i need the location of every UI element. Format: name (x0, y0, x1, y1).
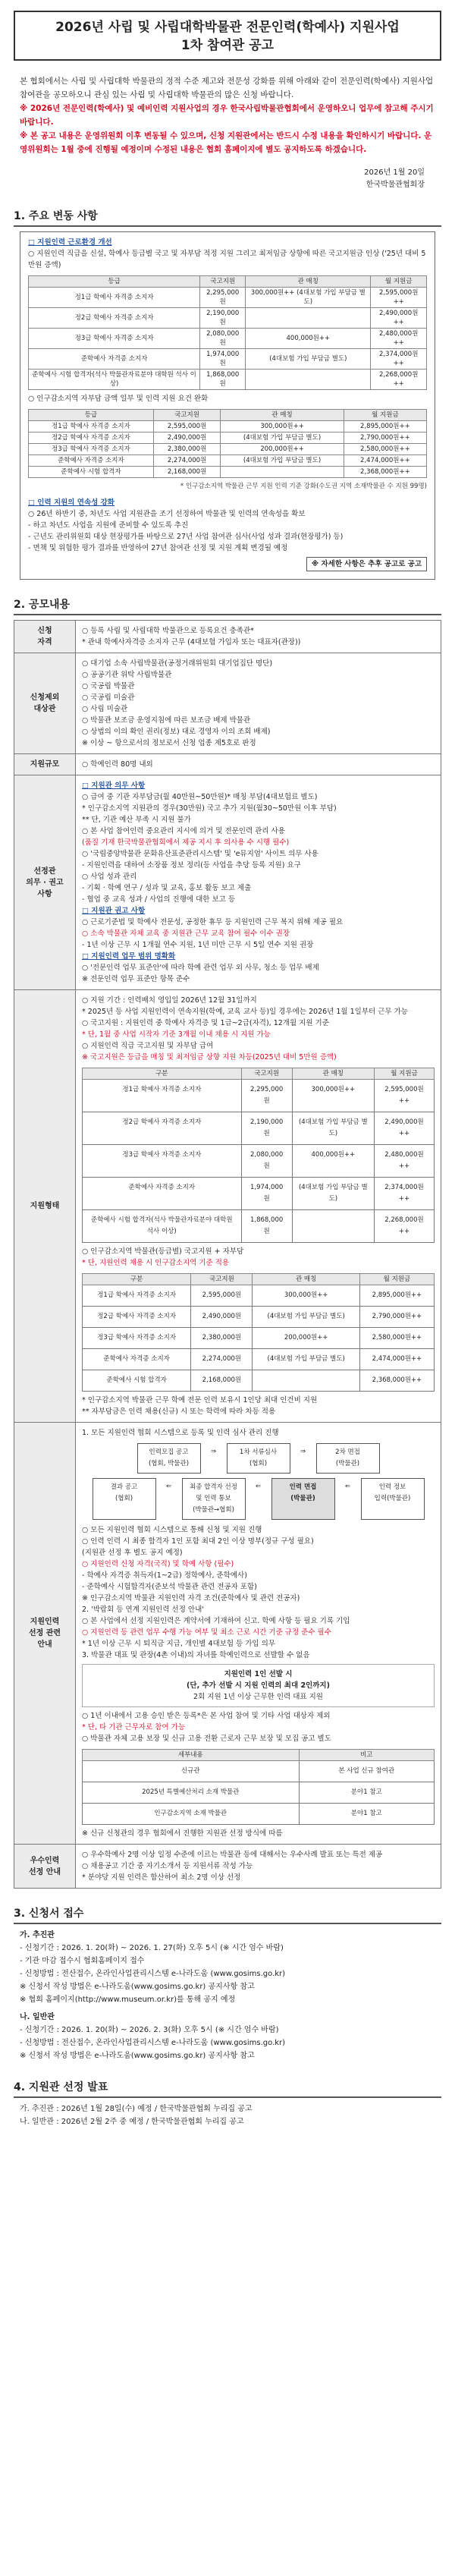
sec1-table2-header-cell: 월 지원금 (344, 410, 426, 421)
sec1-table1-header-cell: 국고지원 (200, 276, 246, 288)
sec1-b2: - 하고 차년도 사업을 지원에 준비할 수 있도록 추진 (28, 521, 189, 530)
sec1-table2-header-cell: 관 매칭 (221, 410, 344, 421)
sec2-table2-cell (253, 1370, 359, 1392)
sec2-table-cell: 400,000원++ (292, 1145, 374, 1178)
sec2-table-row (83, 1145, 435, 1178)
selection-flow-2 (82, 1478, 435, 1520)
sec2-row3-line: - 1년 이상 근무 시 1개월 연수 지원, 1년 미만 근무 시 5일 연수 지원 권장 (82, 941, 314, 949)
priority-table-cell: 신규관 (83, 1761, 300, 1782)
priority-table-row (83, 1782, 435, 1804)
sec2-row (14, 990, 441, 1423)
sec2-row3-line: * 인구감소지역 지원관의 경우(30만원) 국고 추가 지원(월30~50만원 이후 부담) (82, 804, 337, 813)
priority-table-header-row (83, 1750, 435, 1761)
sec2-row-label (14, 621, 76, 653)
sec1-table2-row (29, 455, 427, 467)
sec2-table-row (83, 1080, 435, 1112)
sec3-b-lines (20, 2024, 435, 2062)
sec2-row-label (14, 1423, 76, 1845)
sec2-row3-line: (품질 기재 한국박물관협회에서 제공 지시 후 의사용 수 시행 필수) (82, 838, 290, 847)
sec1-a2: ○ 인구감소지역 자부담 금액 일부 및 인력 지원 요건 완화 (28, 395, 209, 403)
sec2-row-label-line: 지원인력 (30, 1618, 60, 1626)
intro-notice-1: ※ 2026년 전문인력(학예사) 및 예비인력 지원사업의 경우 한국사립박물관협회에서 운영하오니 업무에 참고해 주시기 바랍니다. (20, 104, 434, 127)
sec2-table-cell: 2,268,000원++ (374, 1210, 434, 1243)
sec2-row2-line: ○ 학예인력 80명 내외 (82, 760, 153, 769)
sec1-table2-cell: 2,474,000원++ (344, 455, 426, 467)
sec2-row4-c-line: ** 자부담금은 인력 채용(신규) 시 또는 학력에 따라 차등 적용 (82, 1408, 276, 1416)
sec1-table1-cell: 2,268,000원++ (371, 370, 427, 390)
sec2-row3-line: - 협업 중 교육 성과 / 사업의 진행에 대한 보고 등 (82, 895, 236, 904)
sec2-table2-header-cell: 국고지원 (191, 1274, 253, 1285)
sec2-row-label (14, 754, 76, 775)
sec2-table-cell: 2,595,000원++ (374, 1080, 434, 1112)
sec2-row5-c-line: ○ 본 사업에서 선정 지원인력은 계약서에 기재하여 신고. 학예 사항 등 필요 기록 기입 (82, 1617, 350, 1625)
sec2-table2-cell: 2,474,000원++ (359, 1349, 434, 1370)
flow-step: ⇐ (165, 1483, 172, 1490)
sec1-table2-cell: 정3급 학예사 자격증 소지자 (29, 444, 154, 455)
sec1-table2-cell: (4대보험 가입 부담금 별도) (221, 455, 344, 467)
sec1-table2-note: * 인구감소지역 박물관 근무 지원 인력 기준 강화(수도권 지역 소재박물관 수 지원 99명) (180, 483, 427, 490)
sec2-row5-line: 1. 모든 지원인력 협회 시스템으로 등록 및 인력 심사 관리 진행 (82, 1429, 279, 1437)
sec1-table1-cell: 2,490,000원++ (371, 308, 427, 329)
sec2-row-label-line: 자격 (37, 638, 52, 646)
sec2-row-label-line: 선정 관련 (28, 1629, 61, 1637)
sec2-row1-line: ○ 박물관 보조금 운영지침에 따른 보조금 배제 박물관 (82, 716, 251, 725)
sec2-table-header-cell: 관 매칭 (292, 1068, 374, 1080)
sec1-table1-row (29, 349, 427, 370)
sec2-row3-line: ○ 본 사업 참여인력 중요관리 지시에 의거 및 전문인력 관리 사용 (82, 827, 285, 835)
section-1-heading: 1. 주요 변동 사항 (14, 208, 441, 227)
sec1-table1-cell: 1,974,000원 (200, 349, 246, 370)
sec1-table2-cell: 준학예사 자격증 소지자 (29, 455, 154, 467)
sec2-row4-line: * 단, 1월 중 사업 시작자 기준 3개월 이내 채용 시 지원 가능 (82, 1030, 271, 1039)
sec2-table2-header-cell: 구분 (83, 1274, 191, 1285)
sec2-row5-c-line: * 1년 이상 근무 시 퇴직금 지급, 개인별 4대보험 등 가입 의무 (82, 1640, 275, 1648)
sec4-line: 가. 추진관 : 2026년 1월 28일(수) 예정 / 한국박물관협회 누리집 공고 (20, 2105, 253, 2113)
selection-flow-1 (82, 1443, 435, 1474)
sec1-table2-cell: 준학예사 시험 합격자 (29, 467, 154, 478)
sec1-table2-cell: 2,490,000원 (153, 432, 220, 444)
sec2-row-label-line: 대상관 (33, 705, 56, 713)
priority-table-header-cell: 세부내용 (83, 1750, 300, 1761)
sec2-table-header-cell: 월 지원금 (374, 1068, 434, 1080)
sec2-table2-cell: 2,368,000원++ (359, 1370, 434, 1392)
sec2-row-label-line: 안내 (37, 1640, 52, 1649)
sec2-row (14, 754, 441, 775)
title-line2: 1차 참여관 공고 (180, 38, 275, 53)
sec2-data-table-2 (82, 1273, 435, 1392)
sec1-table1-cell: 2,295,000원 (200, 288, 246, 308)
sec1-table1-cell: 준학예사 시험 합격자(석사 박물관자료분야 대학원 석사 이상) (29, 370, 200, 390)
sec2-table-cell: 준학예사 자격증 소지자 (83, 1178, 242, 1210)
sec2-table2-cell: 2,790,000원++ (359, 1307, 434, 1328)
priority-table-cell: 분야1 참고 (299, 1782, 434, 1804)
sec1-table2-cell: 2,895,000원++ (344, 421, 426, 432)
sec2-table2-cell: 2,380,000원 (191, 1328, 253, 1349)
sec3-a-line: - 신청방법 : 전산접수, 온라인사업관리시스템 e-나라도움 (www.gosims.go.kr) (20, 1970, 286, 1978)
sec2-row-content (76, 621, 441, 653)
sec2-table2-cell: 정1급 학예사 자격증 소지자 (83, 1285, 191, 1307)
sec2-table2-row (83, 1307, 435, 1328)
sec1-table2-cell: 300,000원++ (221, 421, 344, 432)
sec2-table-cell: 정3급 학예사 자격증 소지자 (83, 1145, 242, 1178)
flow-step: 인력모집 공고 (협회, 박물관) (137, 1443, 201, 1474)
sec2-table-cell: 300,000원++ (292, 1080, 374, 1112)
sec2-table-cell: (4대보험 가입 부담금 별도) (292, 1178, 374, 1210)
sec1-b3: - 근년도 관리위원회 대상 현장평가를 바탕으로 27년 사업 참여관 심사(사업 성과 결과(현장평가) 등) (28, 533, 344, 541)
sec2-row3-line: - 지원인력을 대하여 소장품 정보 정리(등 사업을 추당 등록 지원) 요구 (82, 861, 301, 870)
sec2-table2-row (83, 1328, 435, 1349)
sec2-row (14, 653, 441, 754)
sec1-table2-row (29, 432, 427, 444)
sec2-table-cell: 2,080,000원 (241, 1145, 292, 1178)
sec1-b4: - 면책 및 위험한 평가 결과를 반영하여 27년 참여관 선정 및 지원 계획 변경될 예정 (28, 544, 288, 552)
title-box (14, 11, 441, 61)
sec2-row5-b-line: - 학예사 자격증 취득자(1~2급) 정학예사, 준학예사) (82, 1571, 247, 1580)
sec2-row-label-line: 신청제외 (30, 694, 60, 702)
sec2-table-cell: 준학예사 시험 합격자(석사 박물관자료분야 대학원 석사 이상) (83, 1210, 242, 1243)
sec1-table2 (28, 409, 427, 478)
sec1-table1-header-cell: 등급 (29, 276, 200, 288)
sec2-row-label-line: 우수인력 (30, 1856, 60, 1865)
sec2-row5-b-line: ○ 지원인력 신청 자격(국적) 및 학예 사항 (필수) (82, 1560, 234, 1568)
sec1-table2-cell: 200,000원++ (221, 444, 344, 455)
section-2-heading: 2. 공모내용 (14, 596, 441, 615)
sec2-row-content (76, 754, 441, 775)
sec2-table-cell: 1,974,000원 (241, 1178, 292, 1210)
sec2-row3-line: ○ 근로기준법 및 학예사 전문성, 공정한 휴무 등 지원인력 근무 복지 위해 제공 필요 (82, 918, 344, 926)
sec2-row-label (14, 653, 76, 754)
sec2-row-label-line: 신청 (37, 627, 52, 635)
sec2-table2-cell: 2,895,000원++ (359, 1285, 434, 1307)
sec2-row5-d-line: ○ 1년 이내에서 고용 승인 받은 등록*은 본 사업 참여 및 기타 사업 대상자 제외 (82, 1712, 331, 1720)
sec1-table2-cell: 정2급 학예사 자격증 소지자 (29, 432, 154, 444)
sec1-a-title: □ 지원인력 근로환경 개선 (28, 238, 112, 247)
sec1-table1-row (29, 308, 427, 329)
sec1-table1-cell: 2,480,000원++ (371, 329, 427, 349)
sec2-row4-b-line: * 단, 지원인력 채용 시 인구감소지역 기준 적용 (82, 1259, 230, 1267)
sec2-table2-cell: 2,168,000원 (191, 1370, 253, 1392)
sec3-a-line: ※ 신청서 작성 방법은 e-나라도움(www.gosims.go.kr) 공지사항 참고 (20, 1983, 255, 1991)
sec2-row5-b-line: ○ 인력 인력 시 최종 합격자 1인 포함 최대 2인 이상 명부(정규 구성 필요) (82, 1537, 314, 1546)
section-1-box (20, 231, 435, 580)
sec2-row-content (76, 1845, 441, 1889)
sec2-row-label-line: 지원규모 (30, 760, 60, 769)
sec1-table2-row (29, 421, 427, 432)
flow-step: 인력 정보 입력(박물관) (361, 1478, 425, 1520)
priority-table-cell: 본 사업 신규 참여관 (299, 1761, 434, 1782)
sec2-row-content (76, 653, 441, 754)
sec2-table2-cell: 2,580,000원++ (359, 1328, 434, 1349)
sec1-table1-cell: 준학예사 자격증 소지자 (29, 349, 200, 370)
sec2-row4-line: ○ 지원인력 직급 국고지원 및 자부담 급여 (82, 1042, 214, 1050)
sec1-table1-cell: 300,000원++ (4대보험 가입 부담금 별도) (246, 288, 371, 308)
sec2-row4-line: ○ 국고지원 : 지원인력 중 학예사 자격증 및 1급~2급(자격), 12개월 지원 기준 (82, 1019, 329, 1027)
sec2-table2-cell: 2,490,000원 (191, 1307, 253, 1328)
sec1-table2-cell: 정1급 학예사 자격증 소지자 (29, 421, 154, 432)
sec1-table2-row (29, 444, 427, 455)
sec2-row-label-line: 의무 · 권고 (26, 878, 64, 887)
sec2-row1-line: ○ 대기업 소속 사립박물관(공정거래위원회 대기업집단 명단) (82, 659, 273, 668)
sec2-row (14, 1423, 441, 1845)
sec1-table2-header-row (29, 410, 427, 421)
sec1-table1-cell: 1,868,000원 (200, 370, 246, 390)
sec2-row5-c-line: 3. 박물관 대표 및 관장(4촌 이내)의 자녀를 학예인력으로 선발할 수 없음 (82, 1651, 310, 1659)
sec2-row0-line: * 관내 학예사자격증 소지자 근무 (4대보험 가입자 또는 대표자(관장)) (82, 638, 301, 646)
sec1-table2-cell: 2,790,000원++ (344, 432, 426, 444)
flow-step: 인력 면접 (박물관) (271, 1478, 335, 1520)
flow-step: ⇐ (255, 1483, 262, 1490)
sec1-table2-row (29, 467, 427, 478)
sec3-a-line: - 신청기간 : 2026. 1. 20(화) ~ 2026. 1. 27(화) 오후 5시 (※ 시간 엄수 바람) (20, 1944, 284, 1952)
section-2-table (14, 620, 441, 1889)
sec2-row4-b-line: ○ 인구감소지역 박물관(등급별) 국고지원 + 자부담 (82, 1247, 244, 1256)
section-4-body (20, 2103, 435, 2128)
sec1-table1-cell: 2,080,000원 (200, 329, 246, 349)
intro (20, 74, 435, 156)
sec2-table-cell: 1,868,000원 (241, 1210, 292, 1243)
sec2-table-header-cell: 국고지원 (241, 1068, 292, 1080)
sec1-table1-row (29, 288, 427, 308)
flow-step: ⇒ (210, 1448, 217, 1455)
intro-paragraph: 본 협회에서는 사립 및 사립대학 박물관의 정적 수준 제고와 전문성 강화를 위해 아래와 같이 전문인력(학예사) 지원사업 참여관을 공모하오니 관심 있는 사립 및 사립대학 박물관의 많은 신청 바랍니다. (20, 77, 434, 99)
sec1-table1-cell: 2,374,000원++ (371, 349, 427, 370)
sec2-table2-row (83, 1285, 435, 1307)
sec2-row4-c-line: * 인구감소지역 박물관 근무 학예 전문 인력 보유시 1인당 최대 인건비 지원 (82, 1396, 318, 1404)
priority-table (82, 1749, 435, 1825)
sec2-row3-line: □ 지원관 의무 사항 (82, 782, 146, 790)
sec2-row5-b-line: ○ 모든 지원인력 협회 시스템으로 통해 신청 및 지원 진행 (82, 1526, 262, 1534)
sec1-table1-row (29, 370, 427, 390)
sec3-b-title: 나. 일반관 (20, 2013, 55, 2021)
sec2-row6-line: ○ 채용공고 기간 중 자기소개서 등 지원서류 작성 가능 (82, 1862, 253, 1870)
sec1-table2-cell (221, 467, 344, 478)
sec2-row3-line: ○ 사업 성과 관리 (82, 873, 137, 881)
priority-table-row (83, 1761, 435, 1782)
sec2-row5-b-line: ※ 인구감소지역 박물관 지원인력 자격 조건(준학예사 및 관련 전공자) (82, 1594, 300, 1603)
sec2-table2-cell: 준학예사 자격증 소지자 (83, 1349, 191, 1370)
sec2-row (14, 621, 441, 653)
sec1-table2-cell: 2,168,000원 (153, 467, 220, 478)
sec1-table2-header-cell: 국고지원 (153, 410, 220, 421)
sec2-row1-line: ○ 국공립 미술관 (82, 694, 135, 702)
title-line1: 2026년 사립 및 사립대학박물관 전문인력(학예사) 지원사업 (55, 20, 400, 35)
sec2-row6-line: * 분야당 지원 인력은 합산하여 최소 2명 이상 선정 (82, 1873, 241, 1882)
sec1-table2-header-cell: 등급 (29, 410, 154, 421)
announce-date: 2026년 1월 20일 (364, 168, 425, 177)
sec1-table1-row (29, 329, 427, 349)
sec1-table1-cell: 정1급 학예사 자격증 소지자 (29, 288, 200, 308)
sec3-a-title: 가. 추진관 (20, 1931, 55, 1939)
sec2-table2-cell: 300,000원++ (253, 1285, 359, 1307)
flow-step: 결과 공고 (협회) (93, 1478, 156, 1520)
sec1-highlight: ※ 자세한 사항은 추후 공고로 공고 (306, 557, 427, 571)
sec1-table2-cell: (4대보험 가입 부담금 별도) (221, 432, 344, 444)
sec1-table1-cell: 정3급 학예사 자격증 소지자 (29, 329, 200, 349)
sec2-row1-line: ○ 상법의 이의 확인 권리(정보) 대로 경영자 이의 조회 배제) (82, 728, 271, 736)
sec2-row1-line: ○ 공공기관 위탁 사립박물관 (82, 671, 172, 679)
sec2-row6-line: ○ 우수학예사 2명 이상 일정 수준에 이르는 박물관 등에 대해서는 우수사례 발표 또는 특전 제공 (82, 1851, 383, 1859)
sec4-line: 나. 일반관 : 2026년 2월 2주 중 예정 / 한국박물관협회 누리집 공고 (20, 2118, 244, 2126)
sec2-table2-cell: 200,000원++ (253, 1328, 359, 1349)
sec1-table2-cell: 2,274,000원 (153, 455, 220, 467)
sec2-row3-line: ○ 급여 중 기관 자부담금(월 40만원~50만원)* 매칭 부담(4대보험료 별도) (82, 793, 318, 801)
sec2-row1-line: ※ 이상 ~ 항으로서의 정보로서 신청 업종 제5호로 판정 (82, 739, 256, 747)
sec2-row3-line: ○ '국립중앙박물관 문화유산표준관리시스템' 및 'e뮤지엄' 사이트 의무 사용 (82, 850, 318, 858)
sec2-row (14, 1845, 441, 1889)
sec2-table-row (83, 1112, 435, 1145)
sec1-b1: ○ 26년 하반기 중, 차년도 사업 지원관을 조기 선정하여 박물관 및 인력의 연속성을 확보 (28, 510, 306, 518)
flow-step: 2차 면접 (박물관) (316, 1443, 380, 1474)
sec3-b-line: ※ 신청서 작성 방법은 e-나라도움(www.gosims.go.kr) 공지사항 참고 (20, 2052, 255, 2060)
sec2-row5-d-line: ○ 박물관 자체 고용 보장 및 신규 고용 전환 근로자 근무 보장 및 모집 공고 별도 (82, 1735, 331, 1743)
sec2-table2-header-cell: 관 매칭 (253, 1274, 359, 1285)
section-3-heading: 3. 신청서 접수 (14, 1905, 441, 1924)
sec1-a1: ○ 지원인력 직급을 신설, 학예사 등급별 국고 및 자부담 적정 지원 그리고 최저임금 상향에 따른 국고지원금 인상 ('25년 대비 5만원 증액) (28, 250, 426, 269)
sec2-row-content (76, 775, 441, 990)
sec2-table-row (83, 1178, 435, 1210)
sec2-table2-cell: 준학예사 시험 합격자 (83, 1370, 191, 1392)
sec2-row-content (76, 990, 441, 1423)
sec2-row3-line: ※ 전문인력 업무 표준안 항목 준수 (82, 975, 190, 983)
sec2-row3-line: - 기획 · 학예 연구 / 성과 및 교육, 홍보 활동 보고 제출 (82, 884, 252, 892)
announce-org: 한국박물관협회장 (366, 181, 425, 189)
criteria-line-2: 2회 지원 1년 이상 근무한 인력 대표 지원 (193, 1693, 323, 1701)
criteria-line-1: 지원인력 1인 선발 시 (단, 추가 선발 시 지원 인력의 최대 2인까지) (187, 1670, 330, 1690)
sec2-table-row (83, 1210, 435, 1243)
sec1-table1-cell: 2,595,000원++ (371, 288, 427, 308)
sec1-table1-header-cell: 관 매칭 (246, 276, 371, 288)
sec2-table2-cell: 2,274,000원 (191, 1349, 253, 1370)
sec2-table2-header-cell: 월 지원금 (359, 1274, 434, 1285)
sec3-a-line: ※ 협회 홈페이지(http://www.museum.or.kr)를 통해 공지 예정 (20, 1996, 236, 2004)
sec2-table-header-cell: 구분 (83, 1068, 242, 1080)
sec2-row-label-line: 선정 안내 (28, 1867, 61, 1876)
sec2-row1-line: ○ 사립 미술관 (82, 705, 128, 713)
sec1-table1-cell: (4대보험 가입 부담금 별도) (246, 349, 371, 370)
flow-step: 1차 서류심사 (협회) (227, 1443, 290, 1474)
sec2-table2-row (83, 1370, 435, 1392)
sec3-b-line: - 신청방법 : 전산접수, 온라인사업관리시스템 e-나라도움 (www.gosims.go.kr) (20, 2039, 286, 2047)
sec1-table2-cell: 2,368,000원++ (344, 467, 426, 478)
sec2-table-cell: (4대보험 가입 부담금 별도) (292, 1112, 374, 1145)
sec2-row (14, 775, 441, 990)
sec2-table-cell: 2,374,000원++ (374, 1178, 434, 1210)
priority-table-cell: 분야1 참고 (299, 1804, 434, 1825)
sec1-table1-cell (246, 370, 371, 390)
priority-table-header-cell: 비고 (299, 1750, 434, 1761)
section-4-heading: 4. 지원관 선정 발표 (14, 2079, 441, 2098)
sec1-table1-header-row (29, 276, 427, 288)
sec2-row1-line: ○ 국공립 박물관 (82, 682, 135, 690)
sec2-row4-line: ※ 국고지원은 등급을 매칭 및 최저임금 상향 지원 차등(2025년 대비 5만원 증액) (82, 1053, 337, 1062)
priority-table-row (83, 1804, 435, 1825)
sec1-table2-cell: 2,595,000원 (153, 421, 220, 432)
sec2-row3-line: □ 지원관 권고 사항 (82, 907, 146, 915)
sec2-row5-b-line: (지원관 선정 후 별도 공지 예정) (82, 1549, 183, 1557)
sec1-table1-cell (246, 308, 371, 329)
sec1-table1-cell: 정2급 학예사 자격증 소지자 (29, 308, 200, 329)
sec3-b-line: - 신청기간 : 2026. 1. 20(화) ~ 2026. 2. 3(화) 오후 5시 (※ 시간 엄수 바람) (20, 2026, 279, 2034)
priority-table-note: ※ 신규 신청관의 경우 협회에서 진행한 지원관 선정 방식에 따름 (82, 1829, 283, 1838)
sec3-a-line: - 기관 마감 접수시 협회홈페이지 접수 (20, 1957, 145, 1965)
sec2-row3-line: ** 단, 기관 예산 부족 시 지원 불가 (82, 816, 191, 824)
sec1-table2-cell: 2,380,000원 (153, 444, 220, 455)
sec1-table1 (28, 275, 427, 390)
sec2-row5-b-line: 2. '박람회 등 연계 지원인력 선정 안내' (82, 1606, 204, 1614)
sec3-a-lines (20, 1942, 435, 2006)
sec2-row5-d-line: * 단, 타 기관 근무자로 참여 가능 (82, 1723, 186, 1731)
sec2-table-cell: 2,480,000원++ (374, 1145, 434, 1178)
sec2-row5-c-line: ○ 지원인력 등 관련 업무 수행 가능 여부 및 최소 근로 시간 기준 규정 준수 필수 (82, 1628, 331, 1637)
priority-table-cell: 인구감소지역 소재 박물관 (83, 1804, 300, 1825)
priority-table-cell: 2025년 특별예산처리 소재 박물관 (83, 1782, 300, 1804)
sec2-row-label (14, 775, 76, 990)
sec2-table-cell: 2,190,000원 (241, 1112, 292, 1145)
flow-step: ⇐ (344, 1483, 351, 1490)
flow-step: ⇒ (300, 1448, 306, 1455)
section-3-body (20, 1929, 435, 2062)
sec2-row-label (14, 990, 76, 1423)
sec2-table2-header-row (83, 1274, 435, 1285)
sec2-row-label (14, 1845, 76, 1889)
sec2-table-cell: 2,295,000원 (241, 1080, 292, 1112)
sec2-row-label-line: 선정관 (33, 867, 56, 876)
sec2-data-table (82, 1068, 435, 1243)
sec2-table2-cell: (4대보험 가입 부담금 별도) (253, 1349, 359, 1370)
sec2-row3-line: ○ 소속 박물관 자체 교육 중 지원관 근무 교육 참여 필수 이수 권장 (82, 929, 290, 938)
sec2-row0-line: ○ 등록 사립 및 사립대학 박물관으로 등록요건 충족관* (82, 627, 254, 635)
sec2-table2-cell: 2,595,000원 (191, 1285, 253, 1307)
sec1-table1-header-cell: 월 지원금 (371, 276, 427, 288)
sec1-table1-cell: 2,190,000원 (200, 308, 246, 329)
sec2-table2-row (83, 1349, 435, 1370)
sec1-table2-cell: 2,580,000원++ (344, 444, 426, 455)
sec2-table-cell: 정1급 학예사 자격증 소지자 (83, 1080, 242, 1112)
sec2-row-label-line: 사항 (37, 889, 52, 898)
sec2-table-header-row (83, 1068, 435, 1080)
sec2-table-cell: 정2급 학예사 자격증 소지자 (83, 1112, 242, 1145)
flow-step: 최종 합격자 선정 및 인력 통보 (박물관→협회) (182, 1478, 246, 1520)
sec2-table2-cell: (4대보험 가입 부담금 별도) (253, 1307, 359, 1328)
sec2-table-cell: 2,490,000원++ (374, 1112, 434, 1145)
sec2-row5-b-line: - 준학예사 시험합격자(준보석 박물관 관련 전공자 포함) (82, 1583, 257, 1591)
sec1-table1-cell: 400,000원++ (246, 329, 371, 349)
sec2-row-content (76, 1423, 441, 1845)
sec2-row-label-line: 지원형태 (30, 1202, 60, 1210)
sec2-row4-line: ○ 지원 기간 : 인력배치 영입일 2026년 12월 31일까지 (82, 996, 257, 1005)
sec2-row4-line: * 2025년 등 사업 지원인력이 연속지원(학예, 교육 교사 등)일 경우에는 2026년 1월 1일부터 근무 가능 (82, 1008, 408, 1016)
selection-criteria-box (82, 1664, 435, 1707)
sec1-b-title: □ 인력 지원의 연속성 강화 (28, 499, 115, 507)
intro-notice-2: ※ 본 공고 내용은 운영위원회 이후 변동될 수 있으며, 신청 지원관에서는 반드시 수정 내용을 확인하시기 바랍니다. 운영위원회는 1월 중에 진행될 예정이며 수정된 내용은 협회 홈페이지에 별도 공지하도록 하겠습니다. (20, 131, 432, 154)
sec2-row3-line: ○ '전문인력 업무 표준안'에 따라 학예 관련 업무 외 사무, 청소 등 업무 배제 (82, 964, 319, 972)
sec2-table-cell (292, 1210, 374, 1243)
sec2-row3-line: □ 지원인력 업무 범위 명확화 (82, 952, 176, 961)
sec2-table2-cell: 정3급 학예사 자격증 소지자 (83, 1328, 191, 1349)
sec2-table2-cell: 정2급 학예사 자격증 소지자 (83, 1307, 191, 1328)
